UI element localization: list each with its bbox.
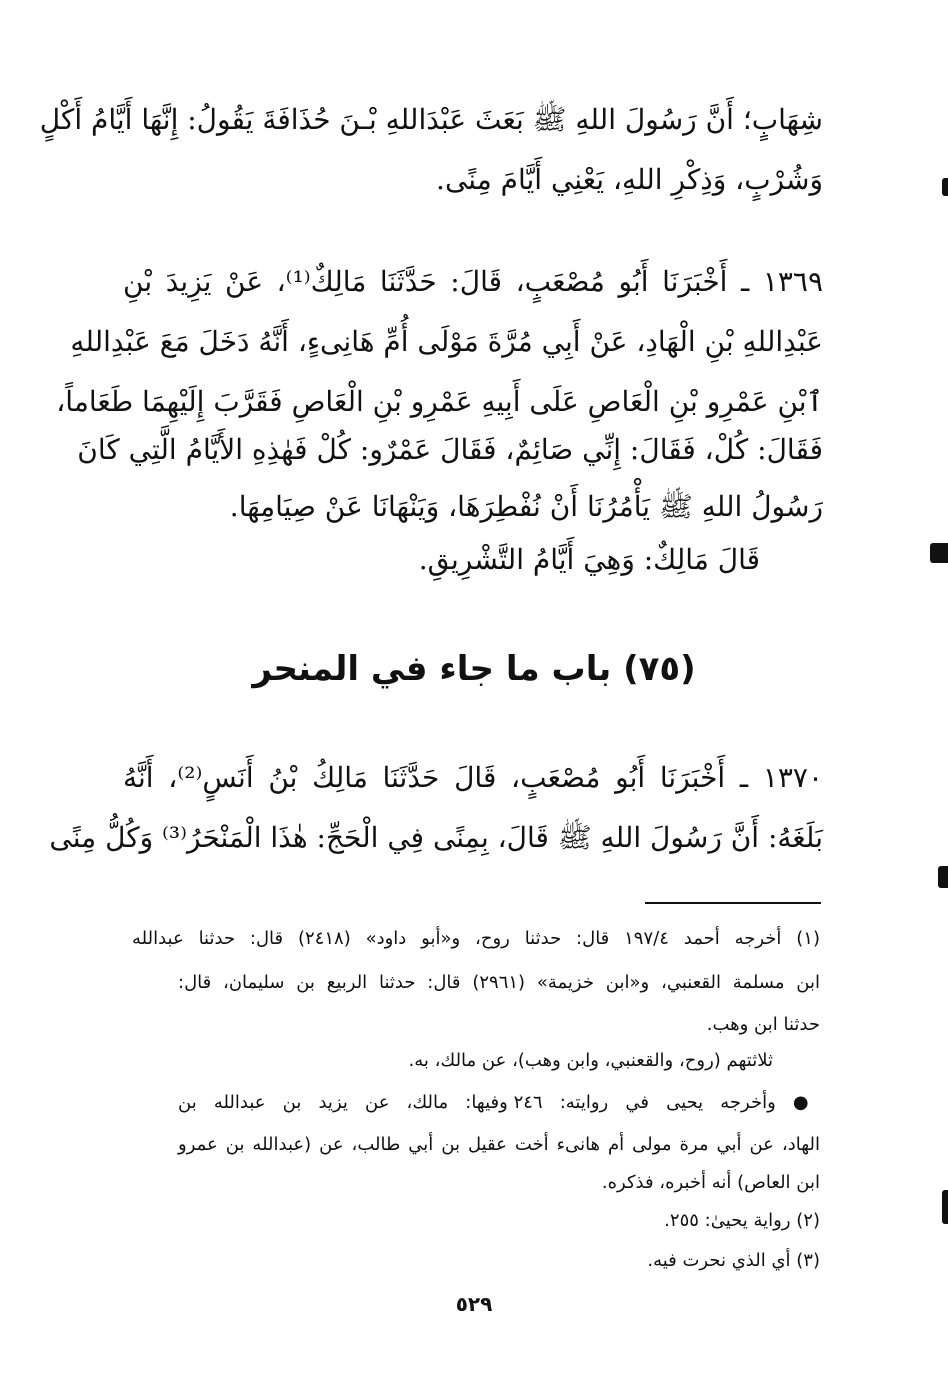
text-line: وَشُرْبٍ، وَذِكْرِ اللهِ، يَعْنِي أَيَّامَ مِنًى. [436, 163, 823, 196]
text-line: شِهَابٍ؛ أَنَّ رَسُولَ اللهِ ﷺ بَعَثَ عَبْدَاللهِ بْـنَ حُذَافَةَ يَقُولُ: إِنَّهَا أَيَّامُ أَكْلٍ [39, 103, 823, 136]
footnote-1-line: ● وأخرجه يحيى في روايته: ٢٤٦ وفيها: مالك، عن يزيد بن عبدالله بن [178, 1092, 820, 1113]
page-number: ٥٢٩ [455, 1292, 493, 1316]
scan-edge-mark [938, 866, 948, 888]
scan-edge-mark [930, 543, 948, 563]
footnote-1-line: الهاد، عن أبي مرة مولى أم هانىء أخت عقيل بن أبي طالب، عن (عبدالله بن عمرو [178, 1134, 820, 1155]
footnote-1-line: ابن العاص) أنه أخبره، فذكره. [601, 1172, 820, 1193]
hadith-1370-line: ١٣٧٠ ـ أَخْبَرَنَا أَبُو مُصْعَبٍ، قَالَ حَدَّثَنَا مَالِكُ بْنُ أَنَسٍ⁽²⁾، أَنَّهُ [123, 761, 823, 794]
text-line: فَقَالَ: كُلْ، فَقَالَ: إِنِّي صَائِمٌ، فَقَالَ عَمْرٌو: كُلْ فَهٰذِهِ الأَيَّامُ الَّتِي كَانَ [77, 433, 823, 466]
malik-comment-line: قَالَ مَالِكٌ: وَهِيَ أَيَّامُ التَّشْرِيقِ. [418, 543, 760, 576]
text-line: بَلَغَهُ: أَنَّ رَسُولَ اللهِ ﷺ قَالَ، بِمِنًى فِي الْحَجِّ: هٰذَا الْمَنْحَرُ⁽³⁾ وَكُلُّ مِنًى [49, 821, 823, 854]
text-line: ٱبْنِ عَمْرِو بْنِ الْعَاصِ عَلَى أَبِيهِ عَمْرِو بْنِ الْعَاصِ فَقَرَّبَ إِلَيْهِمَا طَعَاماً، [56, 385, 823, 418]
footnote-1-line: ثلاثتهم (روح، والقعنبي، وابن وهب)، عن مالك، به. [408, 1050, 773, 1071]
footnote-1-line: ابن مسلمة القعنبي، و«ابن خزيمة» (٢٩٦١) قال: حدثنا الربيع بن سليمان، قال: [178, 972, 821, 993]
section-heading: (٧٥) باب ما جاء في المنحر [252, 649, 696, 689]
footnote-1-line: (١) أخرجه أحمد ١٩٧/٤ قال: حدثنا روح، و«أبو داود» (٢٤١٨) قال: حدثنا عبدالله [132, 928, 820, 949]
text-line: رَسُولُ اللهِ ﷺ يَأْمُرُنَا أَنْ نُفْطِرَهَا، وَيَنْهَانَا عَنْ صِيَامِهَا. [229, 490, 823, 523]
footnote-2-line: (٢) رواية يحيىٰ: ٢٥٥. [664, 1210, 820, 1231]
hadith-1369-line: ١٣٦٩ ـ أَخْبَرَنَا أَبُو مُصْعَبٍ، قَالَ: حَدَّثَنَا مَالِكٌ⁽¹⁾، عَنْ يَزِيدَ بْنِ [123, 265, 823, 298]
scan-edge-mark [942, 1190, 948, 1224]
text-line: عَبْدِاللهِ بْنِ الْهَادِ، عَنْ أَبِي مُرَّةَ مَوْلَى أُمِّ هَانِىءٍ، أَنَّهُ دَخَلَ مَعَ عَبْدِاللهِ [70, 325, 823, 358]
scan-edge-mark [942, 178, 948, 196]
footnote-separator [645, 902, 821, 904]
footnote-3-line: (٣) أي الذي نحرت فيه. [647, 1250, 820, 1271]
footnote-1-line: حدثنا ابن وهب. [706, 1014, 820, 1035]
